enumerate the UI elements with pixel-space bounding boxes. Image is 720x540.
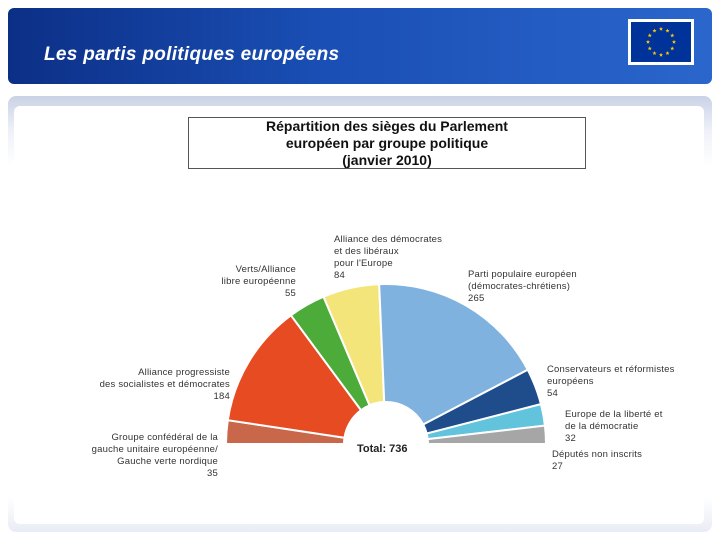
chart-title-line-3: (janvier 2010) (342, 152, 432, 168)
label-gue-ngl-line-1: Groupe confédéral de la (111, 432, 218, 443)
chart-title-line-2: européen par groupe politique (285, 135, 489, 151)
label-ni-value: 27 (552, 461, 563, 472)
label-alde-line-2: et des libéraux (334, 246, 399, 257)
slide-title: Les partis politiques européens (44, 44, 340, 65)
label-gue-ngl-value: 35 (207, 468, 218, 479)
label-sd-value: 184 (213, 391, 230, 402)
label-ni-line-1: Députés non inscrits (552, 449, 643, 460)
label-epp-line-2: (démocrates-chrétiens) (468, 281, 571, 292)
label-sd-line-2: des socialistes et démocrates (99, 379, 230, 390)
label-gue-ngl-line-2: gauche unitaire européenne/ (91, 444, 218, 455)
label-efd (565, 409, 695, 445)
total-label: Total: 736 (357, 443, 408, 455)
label-greens-efa-line-1: Verts/Alliance (235, 264, 296, 275)
chart-title-line-1: Répartition des sièges du Parlement (266, 118, 508, 134)
label-gue-ngl-line-3: Gauche verte nordique (117, 456, 218, 467)
label-alde-line-1: Alliance des démocrates (334, 234, 443, 245)
label-gue-ngl (60, 432, 218, 480)
label-ecr (547, 364, 707, 400)
label-epp (468, 269, 608, 305)
label-greens-efa-value: 55 (285, 288, 296, 299)
label-epp-line-1: Parti populaire européen (468, 269, 577, 280)
label-ecr-line-2: européens (547, 376, 594, 387)
label-ni (552, 449, 682, 473)
label-alde (334, 234, 464, 282)
label-greens-efa (196, 264, 296, 300)
label-sd (70, 367, 230, 403)
label-alde-value: 84 (334, 270, 345, 281)
label-ecr-line-1: Conservateurs et réformistes (547, 364, 675, 375)
label-sd-line-1: Alliance progressiste (138, 367, 230, 378)
label-efd-line-1: Europe de la liberté et (565, 409, 663, 420)
label-greens-efa-line-2: libre européenne (221, 276, 296, 287)
label-alde-line-3: pour l'Europe (334, 258, 393, 269)
label-epp-value: 265 (468, 293, 485, 304)
label-efd-line-2: de la démocratie (565, 421, 639, 432)
label-ecr-value: 54 (547, 388, 558, 399)
label-efd-value: 32 (565, 433, 576, 444)
